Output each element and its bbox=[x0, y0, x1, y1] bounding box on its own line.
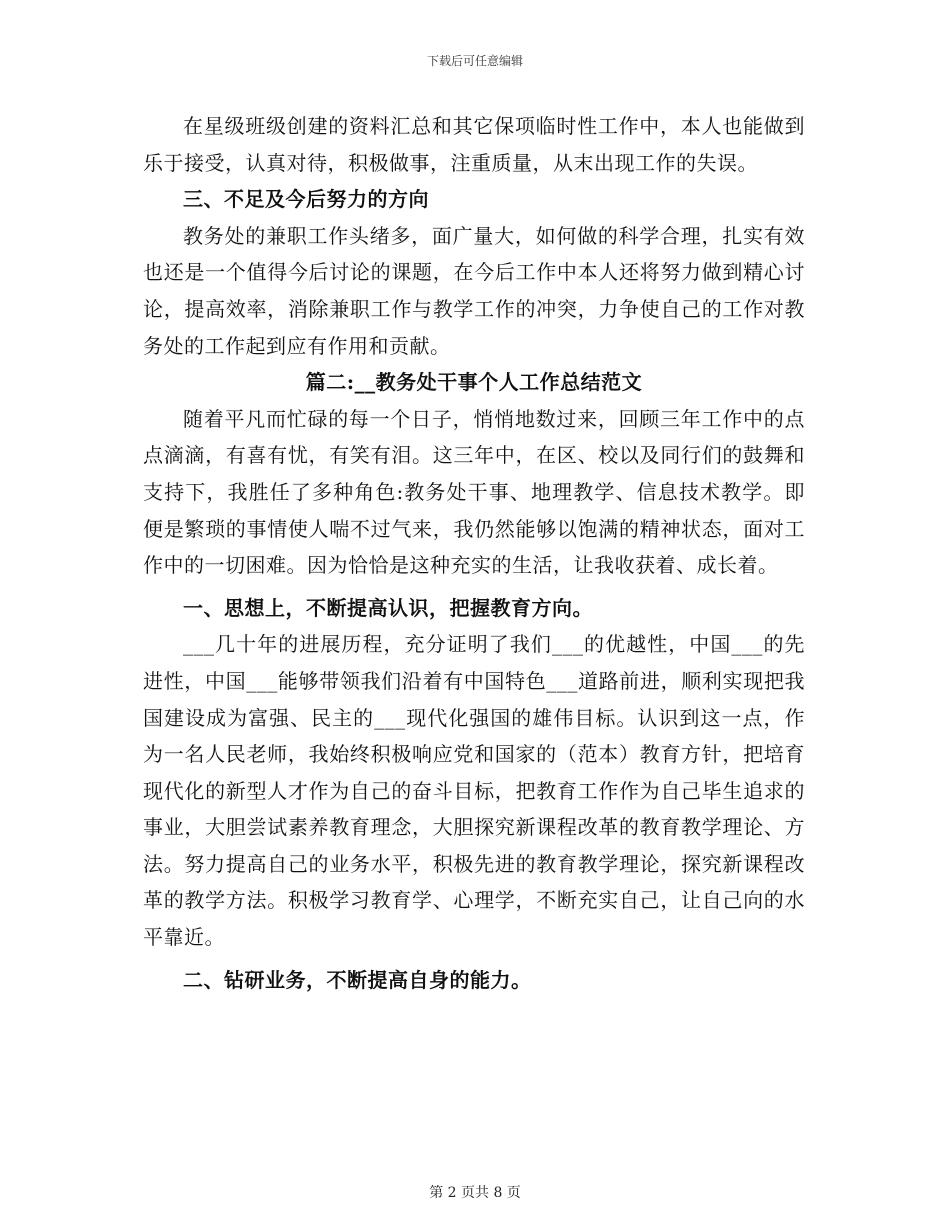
section-heading: 一、思想上，不断提高认识，把握教育方向。 bbox=[183, 595, 593, 620]
section-heading: 二、钻研业务，不断提高自身的能力。 bbox=[183, 967, 532, 992]
body-paragraph: 随着平凡而忙碌的每一个日子，悄悄地数过来，回顾三年工作中的点点滴滴，有喜有忧，有笑有泪。这三年中，在区、校以及同行们的鼓舞和支持下，我胜任了多种角色:教务处干事、地理教学、信息技术教学。即便是繁琐的事情使人喘不过气来，我仍然能够以饱满的精神状态，面对工作中的一切困难。因为恰恰是这种充实的生活，让我收获着、成长着。 bbox=[143, 406, 805, 578]
document-body bbox=[143, 108, 805, 998]
section-heading: 三、不足及今后努力的方向 bbox=[183, 187, 429, 212]
body-paragraph: ___几十年的进展历程，充分证明了我们___的优越性，中国___的先进性，中国___能够带领我们沿着有中国特色___道路前进，顺利实现把我国建设成为富强、民主的___现代化强国的雄伟目标。认识到这一点，作为一名人民老师，我始终积极响应党和国家的（范本）教育方针，把培育现代化的新型人才作为自己的奋斗目标，把教育工作作为自己毕生追求的事业，大胆尝试素养教育理念，大胆探究新课程改革的教育教学理论、方法。努力提高自己的业务水平，积极先进的教育教学理论，探究新课程改革的教学方法。积极学习教育学、心理学，不断充实自己，让自己向的水平靠近。 bbox=[143, 632, 805, 950]
page-number: 第 2 页共 8 页 bbox=[429, 1185, 521, 1201]
body-paragraph: 在星级班级创建的资料汇总和其它保项临时性工作中，本人也能做到乐于接受，认真对待，积极做事，注重质量，从末出现工作的失误。 bbox=[143, 114, 805, 175]
page-header: 下载后可任意编辑 bbox=[426, 54, 523, 68]
body-paragraph: 教务处的兼职工作头绪多，面广量大，如何做的科学合理，扎实有效也还是一个值得今后讨论的课题，在今后工作中本人还将努力做到精心讨论，提高效率，消除兼职工作与教学工作的冲突，力争使自己的工作对教务处的工作起到应有作用和贡献。 bbox=[143, 223, 805, 358]
article-title: 篇二:__教务处干事个人工作总结范文 bbox=[305, 370, 643, 395]
